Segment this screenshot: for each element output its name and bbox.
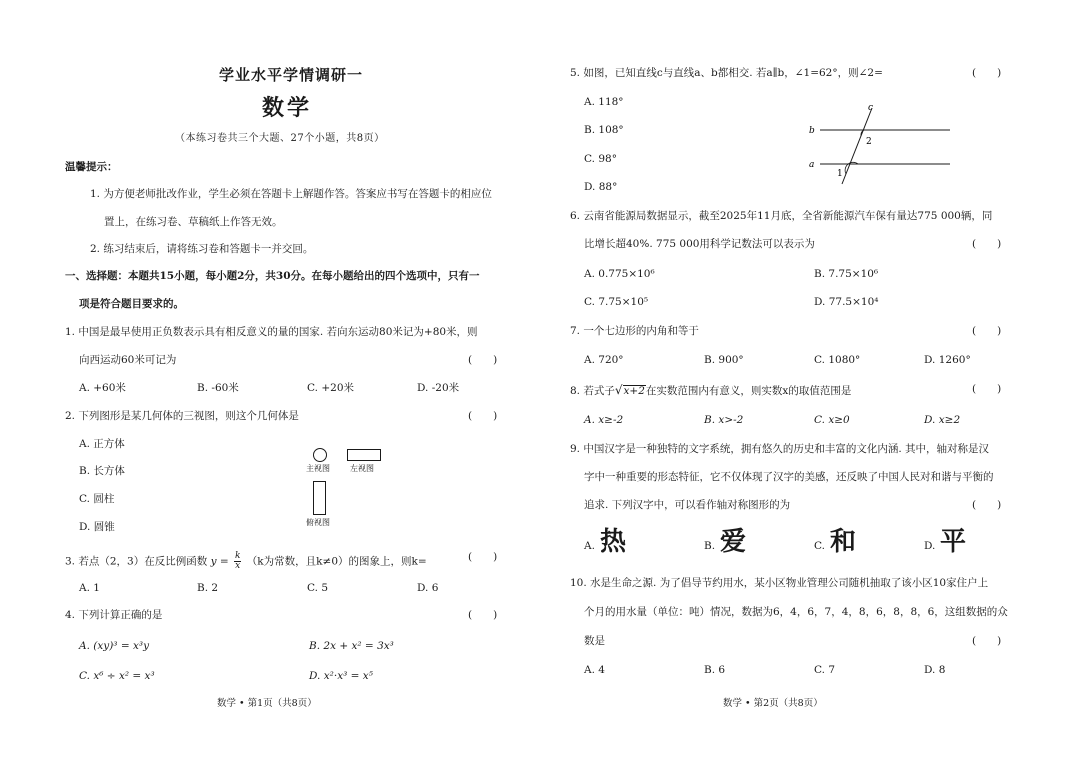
q7-text: 7. 一个七边形的内角和等于 bbox=[570, 325, 699, 337]
top-view-rect bbox=[313, 481, 326, 515]
q5-answer-paren: ( ) bbox=[972, 67, 1002, 79]
q6-line-b: 比增长超40%. 775 000用科学记数法可以表示为 bbox=[584, 238, 815, 250]
q3-suffix: （k为常数，且k≠0）的图象上，则k= bbox=[246, 555, 427, 568]
q2-answer-paren: ( ) bbox=[468, 410, 498, 422]
q9-option-b-letter: B. bbox=[704, 540, 716, 552]
q3-option-a: A. 1 bbox=[79, 582, 100, 594]
q9-option-a-char: 热 bbox=[600, 527, 627, 557]
q2-option-c: C. 圆柱 bbox=[79, 493, 115, 505]
q9-line-b: 字中一种重要的形态特征，它不仅体现了汉字的美感，还反映了中国人民对和谐与平衡的 bbox=[584, 471, 994, 483]
q5-option-b: B. 108° bbox=[584, 124, 624, 136]
q10-option-b: B. 6 bbox=[704, 664, 726, 676]
q9-answer-paren: ( ) bbox=[972, 499, 1002, 511]
header-title: 学业水平学情调研一 bbox=[219, 66, 364, 84]
q8-suffix: 在实数范围内有意义，则实数x的取值范围是 bbox=[645, 385, 852, 397]
section-1b: 项是符合题目要求的。 bbox=[79, 298, 184, 310]
q3-prefix: 3. 若点（2，3）在反比例函数 bbox=[65, 555, 208, 568]
q3-answer-paren: ( ) bbox=[468, 551, 498, 563]
q1-line-a: 1. 中国是最早使用正负数表示具有相反意义的量的国家. 若向东运动80米记为+80米，则 bbox=[65, 326, 478, 338]
label-b: b bbox=[809, 126, 815, 136]
sqrt-symbol-icon: √ bbox=[614, 383, 623, 397]
q1-line-b: 向西运动60米可记为 bbox=[79, 354, 177, 366]
q8-prefix: 8. 若式子 bbox=[570, 385, 615, 397]
q10-line-c: 数是 bbox=[584, 635, 605, 647]
q3-text bbox=[65, 552, 427, 571]
label-a: a bbox=[809, 160, 815, 170]
q6-option-a: A. 0.775×10⁶ bbox=[584, 268, 655, 280]
q7-option-c: C. 1080° bbox=[814, 354, 861, 366]
q4-option-a: A. (xy)³ = x³y bbox=[79, 640, 150, 652]
section-1a: 一、选择题：本题共15小题，每小题2分，共30分。在每小题给出的四个选项中，只有一 bbox=[65, 270, 480, 282]
reminder-1a: 1. 为方便老师批改作业，学生必须在答题卡上解题作答。答案应书写在答题卡的相应位 bbox=[90, 188, 492, 200]
q5-option-c: C. 98° bbox=[584, 153, 617, 165]
q3-fraction-num: k bbox=[234, 551, 241, 561]
q10-line-b: 个月的用水量（单位：吨）情况，数据为6，4，6，7，4，8，6，8，8，6，这组数据的众 bbox=[584, 606, 1008, 618]
label-1: 1 bbox=[837, 169, 843, 179]
q8-option-b: B. x>-2 bbox=[704, 414, 744, 426]
q3-option-c: C. 5 bbox=[307, 582, 329, 594]
q9-option-d-letter: D. bbox=[924, 540, 936, 552]
q4-option-b: B. 2x + x² = 3x³ bbox=[309, 640, 394, 652]
q3-func: y = bbox=[210, 555, 229, 568]
q9-option-c-char: 和 bbox=[830, 527, 857, 557]
q6-option-c: C. 7.75×10⁵ bbox=[584, 296, 649, 308]
front-view-label: 主视图 bbox=[306, 464, 330, 473]
q2-text: 2. 下列图形是某几何体的三视图，则这个几何体是 bbox=[65, 410, 299, 422]
reminder-2: 2. 练习结束后，请将练习卷和答题卡一并交回。 bbox=[90, 243, 314, 255]
q6-line-a: 6. 云南省能源局数据显示，截至2025年11月底，全省新能源汽车保有量达775 000辆，同 bbox=[570, 210, 993, 222]
label-c: c bbox=[868, 103, 874, 113]
q5-option-a: A. 118° bbox=[584, 96, 624, 108]
q1-answer-paren: ( ) bbox=[468, 354, 498, 366]
reminder-1b: 置上，在练习卷、草稿纸上作答无效。 bbox=[104, 216, 283, 228]
footer-page-2: 数学 • 第2页（共8页） bbox=[723, 698, 823, 709]
q2-option-a: A. 正方体 bbox=[79, 438, 125, 450]
q3-fraction bbox=[234, 552, 241, 571]
q4-option-c: C. x⁶ ÷ x² = x³ bbox=[79, 670, 155, 682]
q3-option-b: B. 2 bbox=[197, 582, 219, 594]
footer-page-1: 数学 • 第1页（共8页） bbox=[217, 698, 317, 709]
q6-answer-paren: ( ) bbox=[972, 238, 1002, 250]
q1-option-d: D. -20米 bbox=[417, 382, 460, 394]
q4-option-d: D. x²·x³ = x⁵ bbox=[309, 670, 373, 682]
q5-parallel-lines-figure bbox=[802, 100, 962, 190]
top-view-label: 俯视图 bbox=[306, 518, 330, 527]
q4-text: 4. 下列计算正确的是 bbox=[65, 609, 163, 621]
q5-text: 5. 如图，已知直线c与直线a、b都相交. 若a∥b，∠1=62°，则∠2= bbox=[570, 67, 883, 79]
q10-answer-paren: ( ) bbox=[972, 635, 1002, 647]
page-right bbox=[540, 0, 1080, 762]
q3-option-d: D. 6 bbox=[417, 582, 439, 594]
q8-option-a: A. x≥-2 bbox=[584, 414, 624, 426]
q5-option-d: D. 88° bbox=[584, 181, 618, 193]
q9-option-a-letter: A. bbox=[584, 540, 595, 552]
q2-option-d: D. 圆锥 bbox=[79, 521, 115, 533]
q9-option-c-letter: C. bbox=[814, 540, 825, 552]
q2-option-b: B. 长方体 bbox=[79, 465, 125, 477]
q10-line-a: 10. 水是生命之源. 为了倡导节约用水，某小区物业管理公司随机抽取了该小区10家住户上 bbox=[570, 577, 989, 589]
reminder-title: 温馨提示： bbox=[65, 161, 118, 173]
side-view-rect bbox=[347, 449, 381, 461]
q9-line-c: 追求. 下列汉字中，可以看作轴对称图形的为 bbox=[584, 499, 791, 511]
q10-option-a: A. 4 bbox=[584, 664, 605, 676]
q10-option-c: C. 7 bbox=[814, 664, 836, 676]
q1-option-a: A. +60米 bbox=[79, 382, 126, 394]
label-2: 2 bbox=[866, 137, 872, 147]
q9-option-b-char: 爱 bbox=[720, 527, 747, 557]
q7-option-b: B. 900° bbox=[704, 354, 744, 366]
q6-option-d: D. 77.5×10⁴ bbox=[814, 296, 879, 308]
subtitle: （本练习卷共三个大题、27个小题，共8页） bbox=[175, 133, 385, 144]
q8-option-d: D. x≥2 bbox=[924, 414, 961, 426]
q9-option-d-char: 平 bbox=[940, 527, 967, 557]
q3-fraction-den: x bbox=[235, 561, 241, 571]
subject-title: 数学 bbox=[262, 95, 313, 121]
q7-option-d: D. 1260° bbox=[924, 354, 971, 366]
q7-option-a: A. 720° bbox=[584, 354, 624, 366]
q6-option-b: B. 7.75×10⁶ bbox=[814, 268, 879, 280]
q1-option-c: C. +20米 bbox=[307, 382, 354, 394]
q8-option-c: C. x≥0 bbox=[814, 414, 850, 426]
q10-option-d: D. 8 bbox=[924, 664, 946, 676]
side-view-label: 左视图 bbox=[350, 464, 374, 473]
q1-option-b: B. -60米 bbox=[197, 382, 239, 394]
q8-answer-paren: ( ) bbox=[972, 383, 1002, 395]
q7-answer-paren: ( ) bbox=[972, 325, 1002, 337]
q9-line-a: 9. 中国汉字是一种独特的文字系统，拥有悠久的历史和丰富的文化内涵. 其中，轴对称是汉 bbox=[570, 443, 990, 455]
q8-text bbox=[570, 384, 851, 398]
front-view-circle bbox=[313, 448, 327, 462]
q4-answer-paren: ( ) bbox=[468, 609, 498, 621]
q8-radicand: x+2 bbox=[623, 385, 645, 397]
